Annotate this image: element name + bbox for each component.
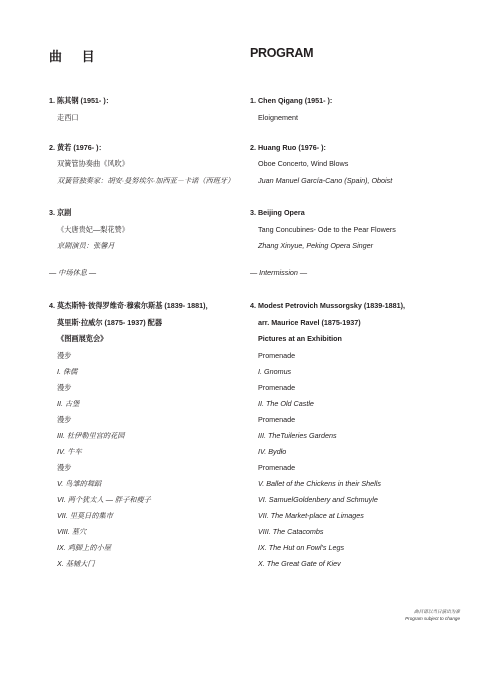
- program-line: 2. Huang Ruo (1976- ):: [250, 143, 326, 152]
- program-line: Zhang Xinyue, Peking Opera Singer: [258, 241, 374, 250]
- program-line: 《大唐贵妃—梨花赞》: [57, 225, 129, 234]
- program-line: 3. 京剧: [49, 208, 72, 217]
- program-line: IV. Bydło: [258, 447, 287, 456]
- program-line: 莫里斯·拉威尔 (1875- 1937) 配器: [57, 318, 163, 327]
- program-line: VI. 两个犹太人 — 胖子和瘦子: [57, 495, 151, 504]
- program-line: 漫步: [57, 415, 72, 424]
- program-line: VII. The Market-place at Limages: [258, 511, 364, 520]
- program-line: V. 鸟雏的舞蹈: [57, 479, 102, 488]
- program-line: 4. 莫杰斯特·彼得罗维奇·穆索尔斯基 (1839- 1881)，: [49, 301, 213, 310]
- program-line: IX. 鸡脚上的小屋: [57, 543, 111, 552]
- program-line: VII. 里莫日的集市: [57, 511, 113, 520]
- program-line: 4. Modest Petrovich Mussorgsky (1839-1881),: [250, 301, 405, 310]
- program-line: I. Gnomus: [258, 367, 292, 376]
- program-line: 走西口: [57, 113, 79, 122]
- program-line: Promenade: [258, 383, 296, 392]
- program-line: 2. 黄若 (1976- )：: [49, 143, 106, 152]
- program-line: Tang Concubines- Ode to the Pear Flowers: [258, 225, 396, 234]
- program-line: 1. Chen Qigang (1951- ):: [250, 96, 333, 105]
- program-line: IV. 牛车: [57, 447, 82, 456]
- program-line: 3. Beijing Opera: [250, 208, 305, 217]
- program-line: III. 杜伊勒里宫的花园: [57, 431, 125, 440]
- program-line: — Intermission —: [250, 268, 308, 277]
- english-heading: PROGRAM: [250, 46, 314, 60]
- program-line: V. Ballet of the Chickens in their Shells: [258, 479, 381, 488]
- program-line: — 中场休息 —: [49, 268, 97, 277]
- program-line: 双簧管独奏家：胡安·曼努埃尔·加西亚－卡诺（西班牙）: [57, 176, 235, 185]
- program-line: III. TheTuileries Gardens: [258, 431, 337, 440]
- program-line: X. 基辅大门: [57, 559, 95, 568]
- program-line: 漫步: [57, 351, 72, 360]
- program-line: Promenade: [258, 351, 296, 360]
- program-line: 京剧演员：张馨月: [57, 241, 115, 250]
- program-line: Oboe Concerto, Wind Blows: [258, 159, 349, 168]
- program-line: II. 古堡: [57, 399, 80, 408]
- program-line: 1. 陈其钢 (1951- )：: [49, 96, 113, 105]
- program-line: Juan Manuel García-Cano (Spain), Oboist: [258, 176, 393, 185]
- footer-note-english: Program subject to change: [405, 616, 460, 621]
- program-line: Eloignement: [258, 113, 298, 122]
- program-line: 漫步: [57, 383, 72, 392]
- chinese-heading: 曲 目: [49, 49, 103, 64]
- program-line: X. The Great Gate of Kiev: [258, 559, 341, 568]
- program-line: Promenade: [258, 415, 296, 424]
- program-line: 双簧管协奏曲《风吹》: [57, 159, 129, 168]
- program-line: VIII. The Catacombs: [258, 527, 324, 536]
- program-line: VI. SamuelGoldenbery and Schmuyle: [258, 495, 378, 504]
- program-line: VIII. 墓穴: [57, 527, 87, 536]
- program-line: Promenade: [258, 463, 296, 472]
- program-line: I. 侏儒: [57, 367, 78, 376]
- program-line: 漫步: [57, 463, 72, 472]
- program-line: Pictures at an Exhibition: [258, 334, 342, 343]
- program-line: 《图画展览会》: [57, 334, 108, 343]
- program-line: II. The Old Castle: [258, 399, 314, 408]
- program-line: arr. Maurice Ravel (1875-1937): [258, 318, 361, 327]
- footer-note-chinese: 曲目请以当日演出为准: [414, 609, 460, 614]
- program-line: IX. The Hut on Fowl's Legs: [258, 543, 345, 552]
